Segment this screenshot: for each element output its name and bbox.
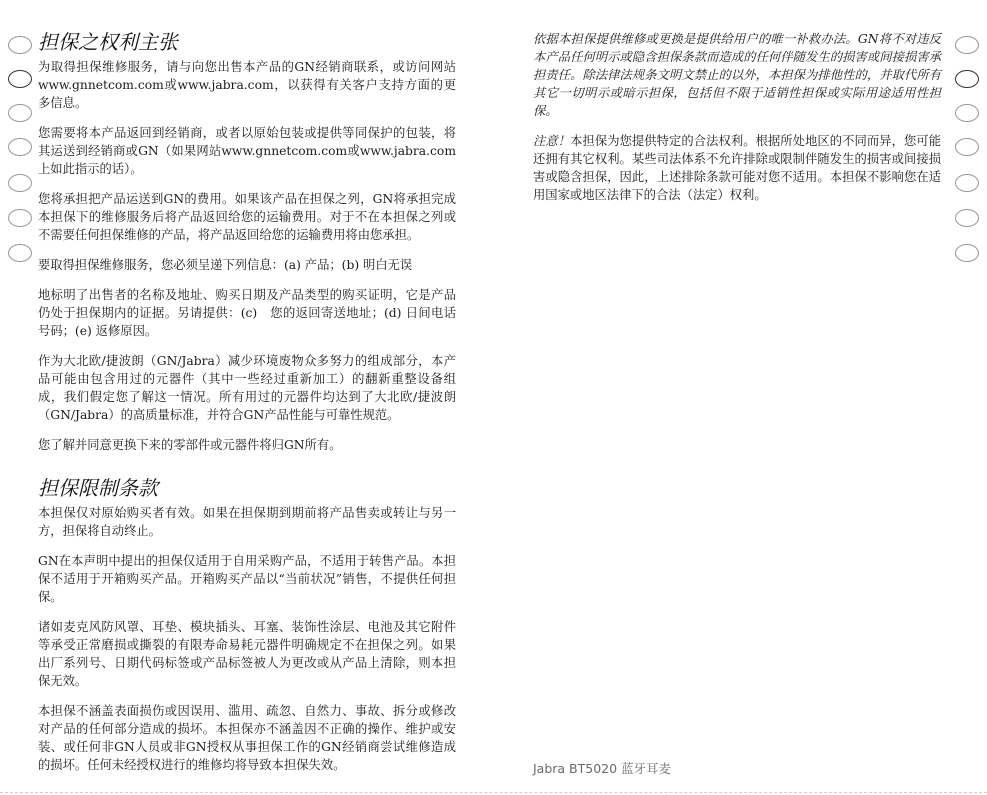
binding-hole <box>955 209 979 227</box>
binding-hole <box>8 174 32 192</box>
exclusive-remedy-paragraph: 依据本担保提供维修或更换是提供给用户的唯一补救办法。GN将不对违反本产品任何明示或隐含担保条款而造成的任何伴随发生的损害或间接损害承担责任。除法律法规条文明文禁止的以外，本担保为排他性的，并取代所有其它一切明示或暗示担保，包括但不限于适销性担保或实际用途适用性担保。 <box>533 32 941 118</box>
binding-hole <box>955 104 979 122</box>
body-paragraph: 地标明了出售者的名称及地址、购买日期及产品类型的购买证明，它是产品仍处于担保期内的证据。另请提供：(c) 您的返回寄送地址；(d) 日间电话号码；(e) 返修原因。 <box>38 288 456 338</box>
binding-hole <box>8 36 32 54</box>
body-paragraph: 作为大北欧/捷波朗（GN/Jabra）减少环境废物众多努力的组成部分，本产品可能由包含用过的元器件（其中一些经过重新加工）的翻新重整设备组成，我们假定您了解这一情况。所有用过的元器件均达到了大北欧/捷波朗（GN/Jabra）的高质量标准，并符合GN产品性能与可靠性规范。 <box>38 354 456 422</box>
binding-hole <box>955 70 979 88</box>
binding-hole <box>8 70 32 88</box>
body-paragraph: 诸如麦克风防风罩、耳垫、模块插头、耳塞、装饰性涂层、电池及其它附件等承受正常磨损或撕裂的有限寿命易耗元器件明确规定不在担保之列。如果出厂系列号、日期代码标签或产品标签被人为更改或从产品上清除，则本担保无效。 <box>38 620 456 688</box>
binding-hole <box>955 138 979 156</box>
body-paragraph: 要取得担保维修服务，您必须呈递下列信息：(a) 产品；(b) 明白无误 <box>38 258 413 272</box>
section-heading-warranty-claim: 担保之权利主张 <box>38 30 178 54</box>
body-paragraph: 您了解并同意更换下来的零部件或元器件将归GN所有。 <box>38 438 342 452</box>
page-edge-divider <box>0 792 987 793</box>
section-heading-warranty-limitations: 担保限制条款 <box>38 476 158 500</box>
body-paragraph: 您需要将本产品返回到经销商，或者以原始包装或提供等同保护的包装，将其运送到经销商或GN（如果网站www.gnnetcom.com或www.jabra.com上如此指示的话）。 <box>38 126 456 176</box>
page-footer: Jabra BT5020 蓝牙耳麦 <box>533 761 672 776</box>
binding-hole <box>8 138 32 156</box>
binding-hole <box>8 104 32 122</box>
body-paragraph: GN在本声明中提出的担保仅适用于自用采购产品，不适用于转售产品。本担保不适用于开箱购买产品。开箱购买产品以“当前状况”销售，不提供任何担保。 <box>38 554 456 604</box>
binding-hole <box>955 36 979 54</box>
left-column <box>38 30 456 786</box>
body-paragraph: 本担保不涵盖表面损伤或因误用、滥用、疏忽、自然力、事故、拆分或修改对产品的任何部分造成的损坏。本担保亦不涵盖因不正确的操作、维护或安装、或任何非GN人员或非GN授权从事担保工作的GN经销商尝试维修造成的损坏。任何未经授权进行的维修均将导致本担保失效。 <box>38 704 456 772</box>
body-paragraph: 本担保仅对原始购买者有效。如果在担保期到期前将产品售卖或转让与另一方，担保将自动终止。 <box>38 506 456 538</box>
note-paragraph <box>533 132 941 204</box>
note-text: 本担保为您提供特定的合法权利。根据所处地区的不同而异，您可能还拥有其它权利。某些司法体系不允许排除或限制伴随发生的损害或间接损害或隐含担保，因此，上述排除条款可能对您不适用。本担保不影响您在适用国家或地区法律下的合法（法定）权利。 <box>533 134 941 202</box>
body-paragraph: 为取得担保维修服务，请与向您出售本产品的GN经销商联系，或访问网站www.gnnetcom.com或www.jabra.com，以获得有关客户支持方面的更多信息。 <box>38 60 456 110</box>
binding-hole <box>955 174 979 192</box>
binding-hole <box>8 209 32 227</box>
note-label: 注意！ <box>533 134 571 148</box>
right-column <box>533 30 941 216</box>
binding-hole <box>955 244 979 262</box>
body-paragraph: 您将承担把产品运送到GN的费用。如果该产品在担保之列，GN将承担完成本担保下的维修服务后将产品返回给您的运输费用。对于不在本担保之列或不需要任何担保维修的产品，将产品返回给您的运输费用将由您承担。 <box>38 192 456 242</box>
binding-hole <box>8 244 32 262</box>
